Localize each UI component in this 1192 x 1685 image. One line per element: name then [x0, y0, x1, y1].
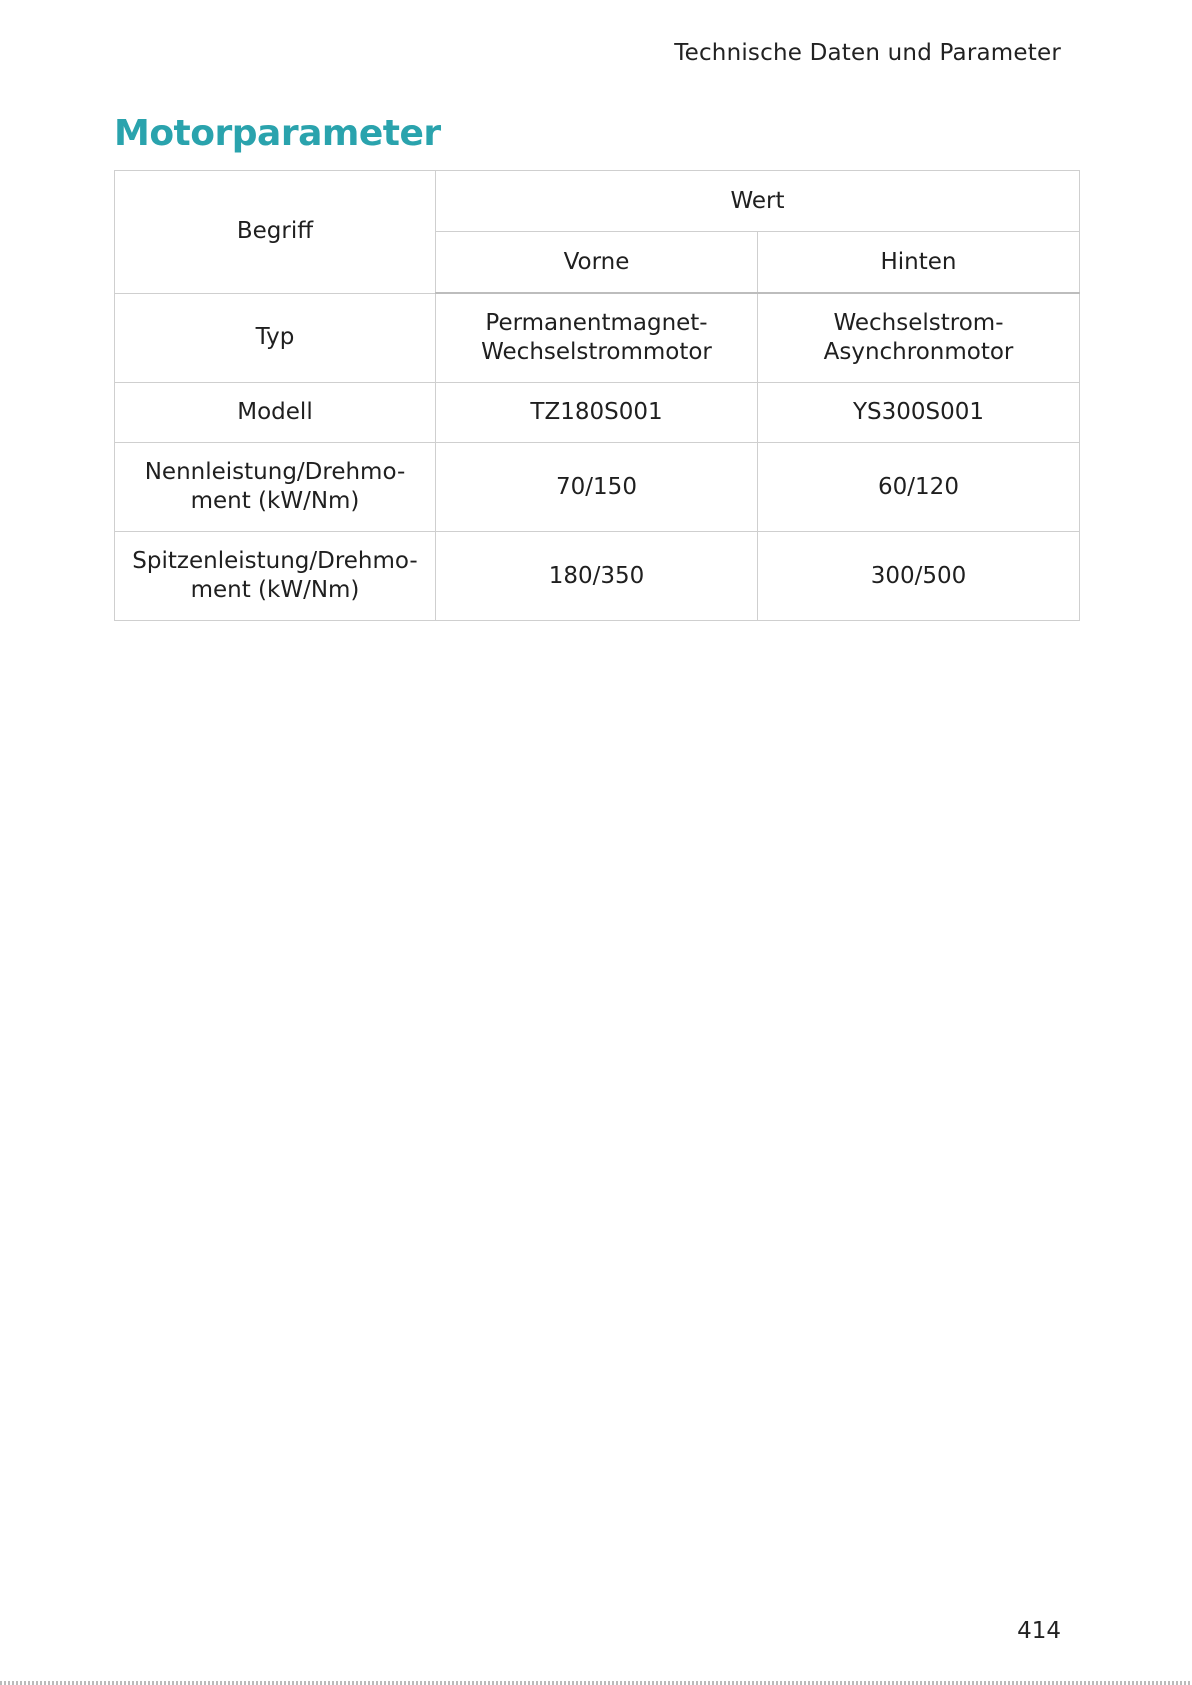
- page-bottom-rule: [0, 1681, 1192, 1685]
- cell-line: ment (kW/Nm): [190, 488, 360, 514]
- cell-line: 180/350: [548, 562, 645, 589]
- cell-line: ment (kW/Nm): [190, 577, 360, 603]
- cell-line: Typ: [255, 324, 295, 351]
- cell-rear: [758, 443, 1080, 532]
- cell-rear: [758, 532, 1080, 621]
- cell-term: [115, 293, 436, 383]
- running-header: Technische Daten und Parameter: [674, 40, 1061, 66]
- header-value: Wert: [436, 171, 1080, 232]
- cell-term: [115, 532, 436, 621]
- cell-front: [436, 443, 758, 532]
- table-header-row: [115, 171, 1080, 232]
- cell-front: [436, 532, 758, 621]
- cell-line: Asynchronmotor: [823, 339, 1014, 365]
- cell-rear: [758, 293, 1080, 383]
- cell-line: TZ180S001: [530, 399, 663, 425]
- cell-front: [436, 383, 758, 443]
- section-title: Motorparameter: [114, 113, 441, 154]
- cell-term: [115, 383, 436, 443]
- cell-line: YS300S001: [852, 399, 985, 425]
- table-row: [115, 293, 1080, 383]
- motor-parameter-table: [114, 170, 1080, 621]
- table-row: [115, 383, 1080, 443]
- table-row: [115, 532, 1080, 621]
- cell-rear: [758, 383, 1080, 443]
- table-row: [115, 443, 1080, 532]
- cell-line: Spitzenleistung/Drehmo-: [132, 548, 418, 574]
- header-front: Vorne: [436, 232, 758, 294]
- cell-front: [436, 293, 758, 383]
- cell-line: Nennleistung/Drehmo-: [144, 459, 406, 485]
- cell-term: [115, 443, 436, 532]
- cell-line: Wechselstrom-: [833, 310, 1004, 336]
- header-rear: Hinten: [758, 232, 1080, 294]
- cell-line: Modell: [237, 399, 313, 425]
- cell-line: Permanentmagnet-: [485, 310, 708, 336]
- cell-line: 60/120: [878, 473, 959, 500]
- cell-line: Wechselstrommotor: [481, 339, 712, 365]
- header-term: Begriff: [115, 171, 436, 294]
- cell-line: 70/150: [556, 473, 637, 500]
- page-number: 414: [1017, 1618, 1061, 1644]
- cell-line: 300/500: [870, 562, 967, 589]
